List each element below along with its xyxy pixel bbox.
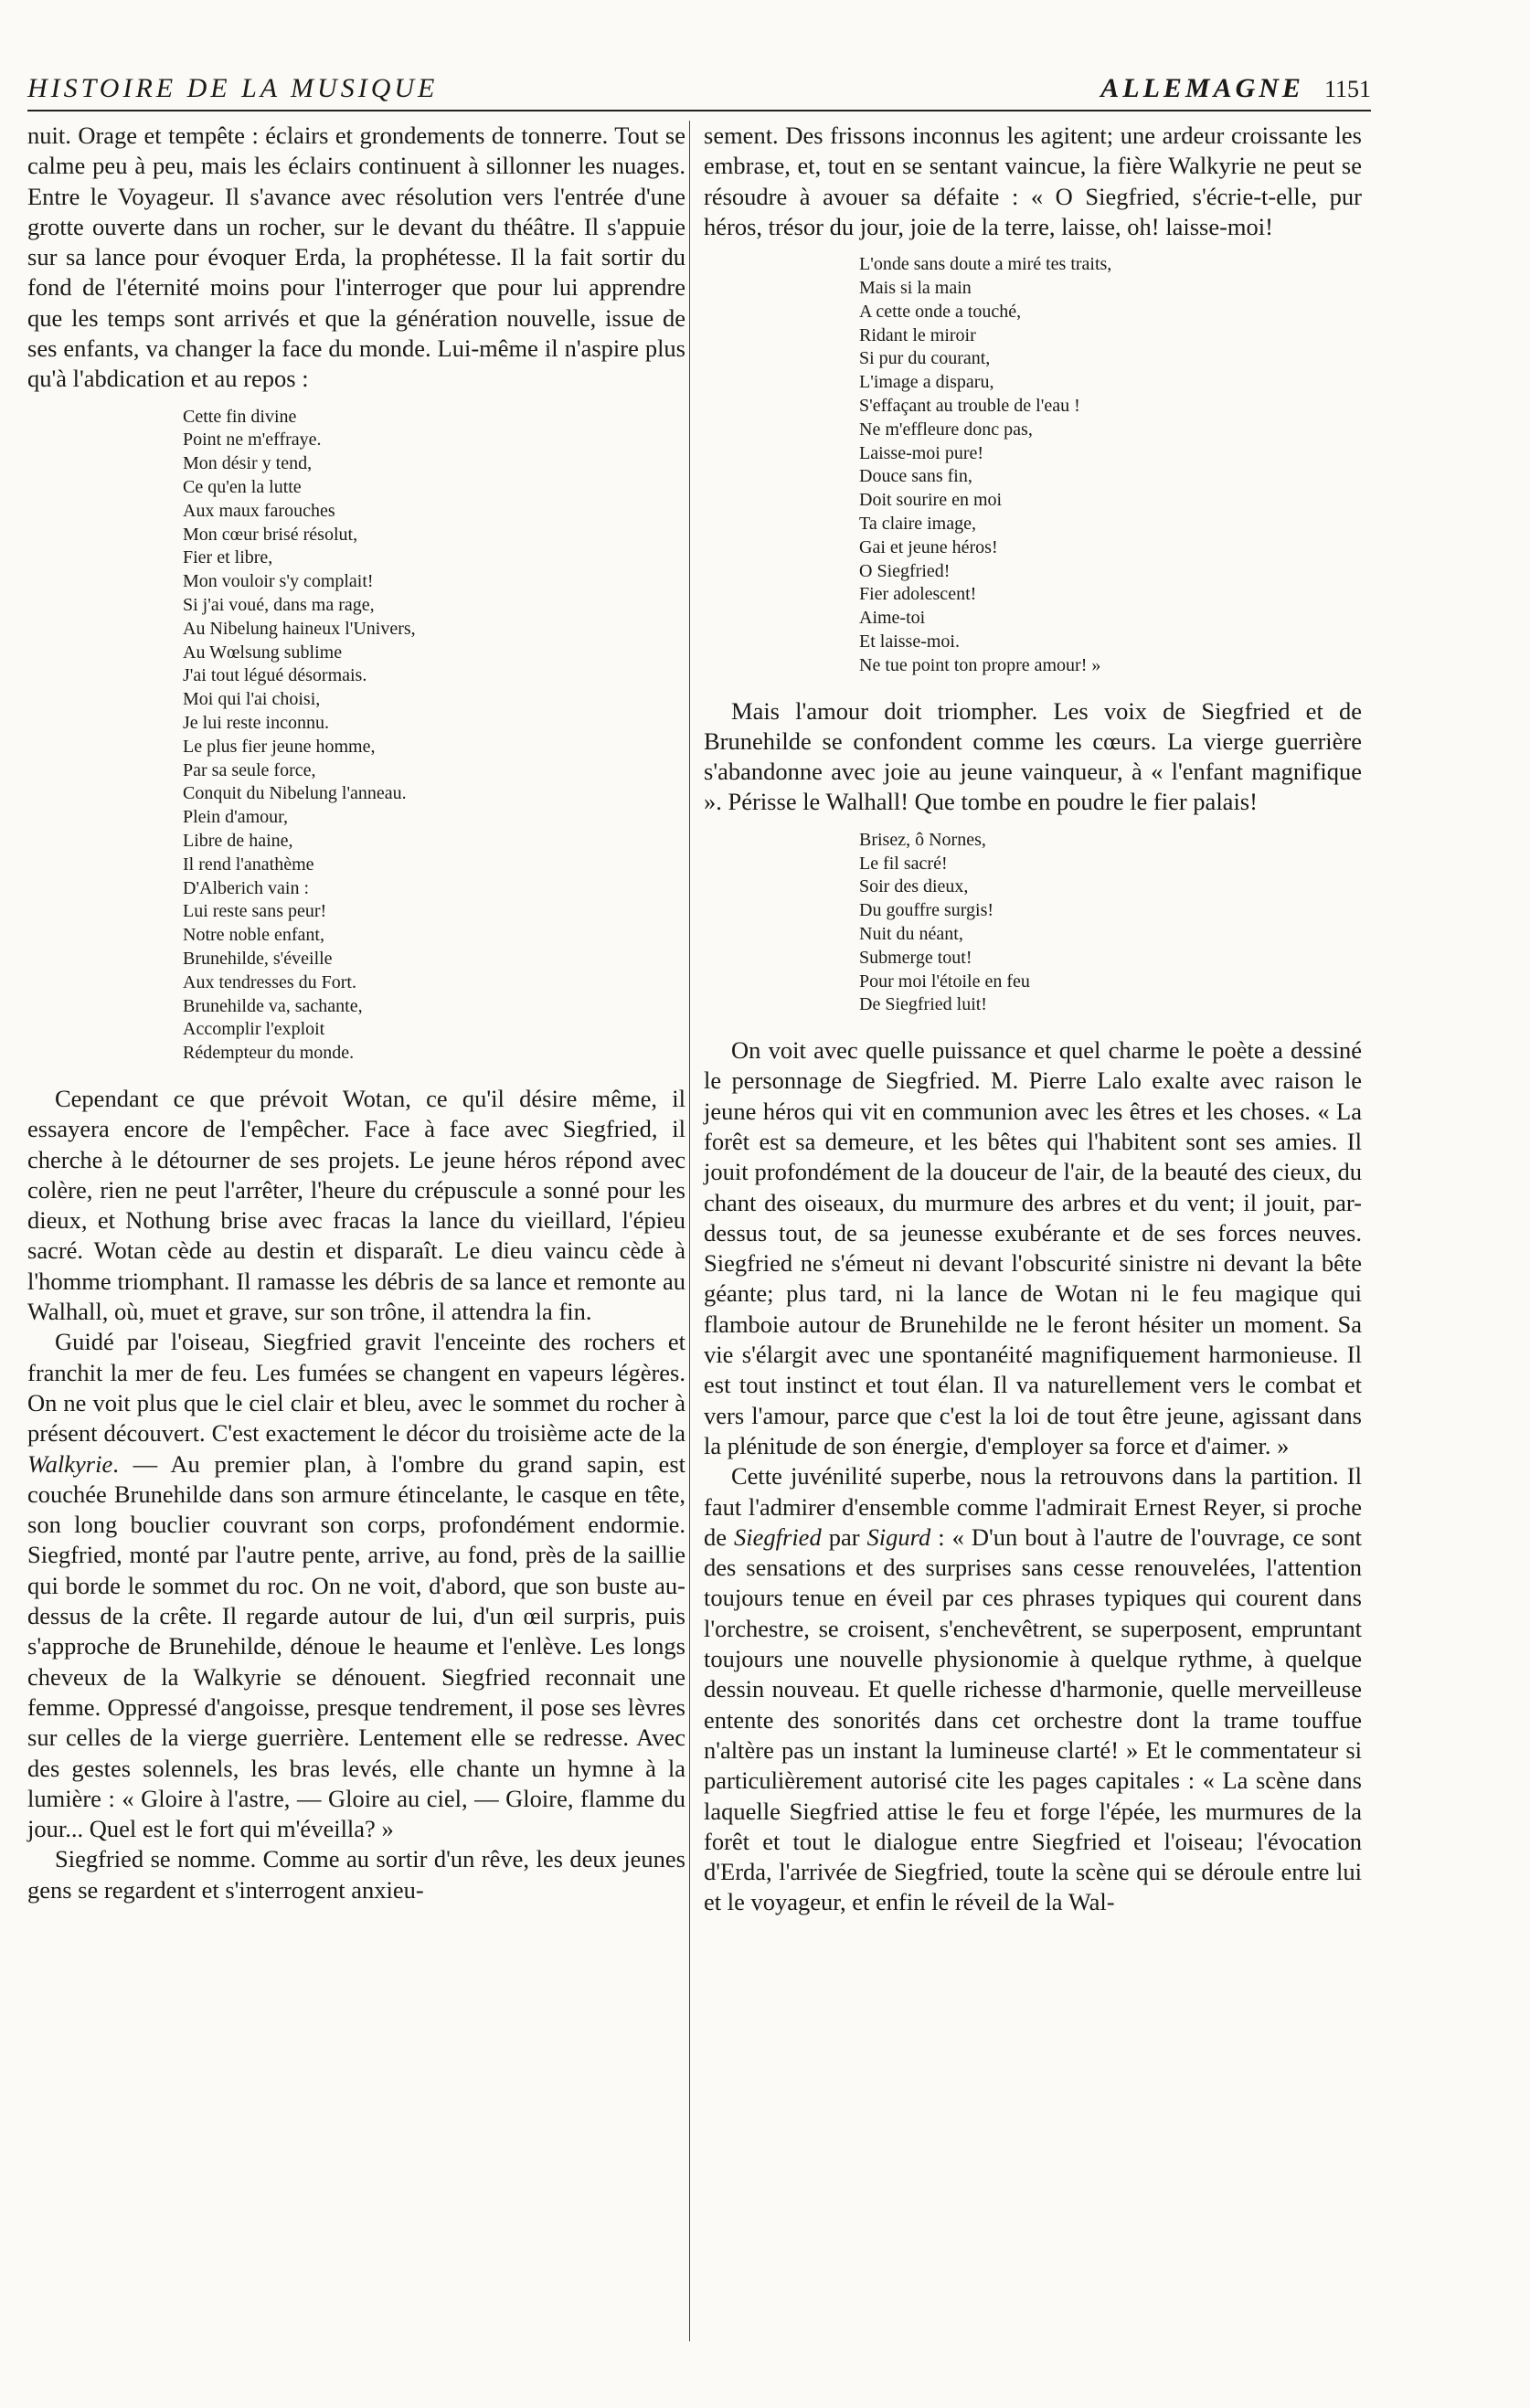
italic-title: Sigurd <box>866 1522 931 1551</box>
section-title: ALLEMAGNE <box>1100 73 1304 103</box>
column-divider <box>689 121 690 2341</box>
verse-block <box>704 253 1362 677</box>
verse-line: Ridant le miroir <box>859 324 976 345</box>
verse-block <box>704 829 1362 1017</box>
page-header <box>27 73 1371 111</box>
verse-line: Plein d'amour, <box>183 807 289 828</box>
verse-line: Douce sans fin, <box>859 466 972 487</box>
verse-line: Aime-toi <box>859 608 926 629</box>
verse-line: J'ai tout légué désormais. <box>183 665 367 686</box>
text-run: Cette juvénilité superbe, nous la retrouvons dans la partition. Il faut l'admirer d'ensemble comme l'admirait Ernest Reyer, si proche de <box>704 1462 1362 1551</box>
text-run: . — Au premier plan, à l'ombre du grand sapin, est couchée Brunehilde dans son armure étincelante, le casque en tête, son long bouclier couvrant son corps, profondément endormie. Siegfried, monté par l'autre pente, arrive, au fond, près de la saillie qui borde le sommet du roc. On ne voit, d'abord, que son buste au-dessus de la crête. Il regarde autour de lui, d'un œil surpris, puis s'approche de Brunehilde, dénoue le heaume et l'enlève. Les longs cheveux de la Walkyrie se dénouent. Siegfried reconnait une femme. Oppressé d'angoisse, presque tendrement, il pose ses lèvres sur celles de la vierge guerrière. Lentement elle se redresse. Avec des gestes solennels, les bras levés, elle chante un hymne à la lumière : « Gloire à l'astre, — Gloire au ciel, — Gloire, flamme du jour... Quel est le fort qui m'éveilla? » <box>27 1449 685 1843</box>
verse-line: Aux tendresses du Fort. <box>183 971 356 992</box>
verse-line: Si pur du courant, <box>859 348 991 369</box>
text-run: Guidé par l'oiseau, Siegfried gravit l'enceinte des rochers et franchit la mer de feu. Les fumées se changent en vapeurs légères. On ne voit plus que le ciel clair et bleu, avec le sommet du rocher à présent découvert. C'est exactement le décor du troisième acte de la <box>27 1328 685 1448</box>
italic-title: Walkyrie <box>27 1449 113 1478</box>
verse-block <box>27 406 685 1066</box>
verse-line: Libre de haine, <box>183 831 293 852</box>
verse-line: S'effaçant au trouble de l'eau ! <box>859 395 1080 416</box>
page-number: 1151 <box>1323 76 1371 102</box>
verse-line: Par sa seule force, <box>183 759 316 780</box>
verse-line: Le plus fier jeune homme, <box>183 736 376 757</box>
verse-line: Le fil sacré! <box>859 853 948 874</box>
verse-line: Brunehilde va, sachante, <box>183 995 363 1016</box>
verse-line: Et laisse-moi. <box>859 631 960 652</box>
verse-line: Conquit du Nibelung l'anneau. <box>183 783 407 804</box>
verse-line: Au Nibelung haineux l'Univers, <box>183 618 416 639</box>
verse-line: Je lui reste inconnu. <box>183 713 329 734</box>
left-column <box>27 121 685 1905</box>
verse-line: Si j'ai voué, dans ma rage, <box>183 595 375 616</box>
verse-line: Moi qui l'ai choisi, <box>183 689 321 710</box>
paragraph <box>27 1327 685 1844</box>
text-run: par <box>821 1522 867 1551</box>
verse-line: Fier adolescent! <box>859 584 977 605</box>
running-title-right <box>1100 73 1371 104</box>
text-run: : « D'un bout à l'autre de l'ouvrage, ce sont des sensations et des surprises sans cesse renouvelées, l'attention toujours tenue en éveil par ces phrases typiques qui courent dans l'orchestre, se croisent, s'enchevêtrent, se superposent, empruntant toujours une nouvelle physionomie à quelque rythme, à quelque dessin nouveau. Et quelle richesse d'harmonie, quelle merveilleuse entente des sonorités dans cet orchestre dont la trame touffue n'altère pas un instant la lumineuse clarté! » Et le commentateur si particulièrement autorisé cite les pages capitales : « La scène dans laquelle Siegfried attise le feu et forge l'épée, les murmures de la forêt et tout le dialogue entre Siegfried et l'oiseau; l'évocation d'Erda, l'arrivée de Siegfried, toute la scène qui se déroule entre lui et le voyageur, et enfin le réveil de la Wal- <box>704 1522 1362 1916</box>
running-title-left: HISTOIRE DE LA MUSIQUE <box>27 73 439 103</box>
italic-title: Siegfried <box>734 1522 822 1551</box>
verse-line: Aux maux farouches <box>183 500 335 521</box>
verse-line: Submerge tout! <box>859 947 972 968</box>
verse-line: Ce qu'en la lutte <box>183 477 302 498</box>
verse-line: Au Wœlsung sublime <box>183 642 343 663</box>
verse-line: Du gouffre surgis! <box>859 900 994 921</box>
paragraph: On voit avec quelle puissance et quel charme le poète a dessiné le personnage de Siegfried. M. Pierre Lalo exalte avec raison le jeune héros qui vit en communion avec les êtres et les choses. « La forêt est sa demeure, et les bêtes qui l'habitent sont ses amies. Il jouit profondément de la douceur de l'air, de la beauté des cieux, du chant des oiseaux, du murmure des arbres et du vent; il jouit, par-dessus tout, de sa jeunesse exubérante et de ses forces neuves. Siegfried ne s'émeut ni devant l'obscurité sinistre ni devant la bête géante; plus tard, ni la lance de Wotan ni le feu magique qui flamboie autour de Brunehilde ne le feront hésiter un moment. Sa vie s'élargit avec une spontanéité magnifiquement harmonieuse. Il est tout instinct et tout élan. Il va naturellement vers le combat et vers l'amour, parce que c'est la loi de tout être jeune, agissant dans la plénitude de son énergie, d'employer sa force et d'aimer. » <box>704 1036 1362 1459</box>
verse-line: L'image a disparu, <box>859 372 994 393</box>
verse-line: Laisse-moi pure! <box>859 442 984 463</box>
verse-line: Brisez, ô Nornes, <box>859 829 986 850</box>
verse-line: Accomplir l'exploit <box>183 1019 325 1040</box>
verse-line: Pour moi l'étoile en feu <box>859 971 1030 992</box>
verse-line: Mon désir y tend, <box>183 453 313 474</box>
paragraph: Cependant ce que prévoit Wotan, ce qu'il désire même, il essayera encore de l'empêcher. Face à face avec Siegfried, il cherche à le détourner de ses projets. Le jeune héros répond avec colère, rien ne peut l'arrêter, l'heure du crépuscule a sonné pour les dieux, et Nothung brise avec fracas la lance du vieillard, l'épieu sacré. Wotan cède au destin et disparaît. Le dieu vaincu cède à l'homme triomphant. Il ramasse les débris de sa lance et remonte au Walhall, où, muet et grave, sur son trône, il attendra la fin. <box>27 1084 685 1326</box>
verse-line: Ne tue point ton propre amour! » <box>859 654 1101 675</box>
verse-line: Notre noble enfant, <box>183 925 324 946</box>
paragraph: Siegfried se nomme. Comme au sortir d'un rêve, les deux jeunes gens se regardent et s'interrogent anxieu- <box>27 1845 685 1904</box>
verse-line: O Siegfried! <box>859 560 951 581</box>
verse-line: Brunehilde, s'éveille <box>183 949 333 969</box>
verse-line: Gai et jeune héros! <box>859 536 998 557</box>
verse-line: A cette onde a touché, <box>859 301 1022 322</box>
verse-line: De Siegfried luit! <box>859 994 987 1015</box>
verse-line: Mon vouloir s'y complait! <box>183 571 374 592</box>
verse-line: Fier et libre, <box>183 547 273 568</box>
verse-line: Doit sourire en moi <box>859 490 1003 511</box>
verse-line: Ne m'effleure donc pas, <box>859 419 1033 440</box>
verse-line: L'onde sans doute a miré tes traits, <box>859 254 1112 275</box>
verse-line: Point ne m'effraye. <box>183 430 322 451</box>
paragraph: Mais l'amour doit triompher. Les voix de Siegfried et de Brunehilde se confondent comme les cœurs. La vierge guerrière s'abandonne avec joie au jeune vainqueur, à « l'enfant magnifique ». Périsse le Walhall! Que tombe en poudre le fier palais! <box>704 696 1362 816</box>
paragraph: nuit. Orage et tempête : éclairs et grondements de tonnerre. Tout se calme peu à peu, mais les éclairs continuent à sillonner les nuages. Entre le Voyageur. Il s'avance avec résolution vers l'entrée d'une grotte ouverte dans un rocher, sur le devant du théâtre. Il s'appuie sur sa lance pour évoquer Erda, la prophétesse. Il la fait sortir du fond de l'éternité moins pour l'interroger que pour lui apprendre que les temps sont arrivés et que la génération nouvelle, issue de ses enfants, va changer la face du monde. Lui-même il n'aspire plus qu'à l'abdication et au repos : <box>27 122 685 393</box>
verse-line: Il rend l'anathème <box>183 854 314 875</box>
verse-line: Mais si la main <box>859 277 972 298</box>
paragraph <box>704 1461 1362 1917</box>
verse-line: Lui reste sans peur! <box>183 901 327 922</box>
verse-line: D'Alberich vain : <box>183 877 310 898</box>
verse-line: Nuit du néant, <box>859 923 963 944</box>
verse-line: Cette fin divine <box>183 406 297 427</box>
right-column <box>704 121 1362 1918</box>
verse-line: Rédempteur du monde. <box>183 1043 355 1064</box>
verse-line: Mon cœur brisé résolut, <box>183 524 358 545</box>
verse-line: Ta claire image, <box>859 513 976 534</box>
paragraph: sement. Des frissons inconnus les agitent; une ardeur croissante les embrase, et, tout en se sentant vaincue, la fière Walkyrie ne peut se résoudre à avouer sa défaite : « O Siegfried, s'écrie-t-elle, pur héros, trésor du jour, joie de la terre, laisse, oh! laisse-moi! <box>704 122 1362 240</box>
verse-line: Soir des dieux, <box>859 876 969 897</box>
